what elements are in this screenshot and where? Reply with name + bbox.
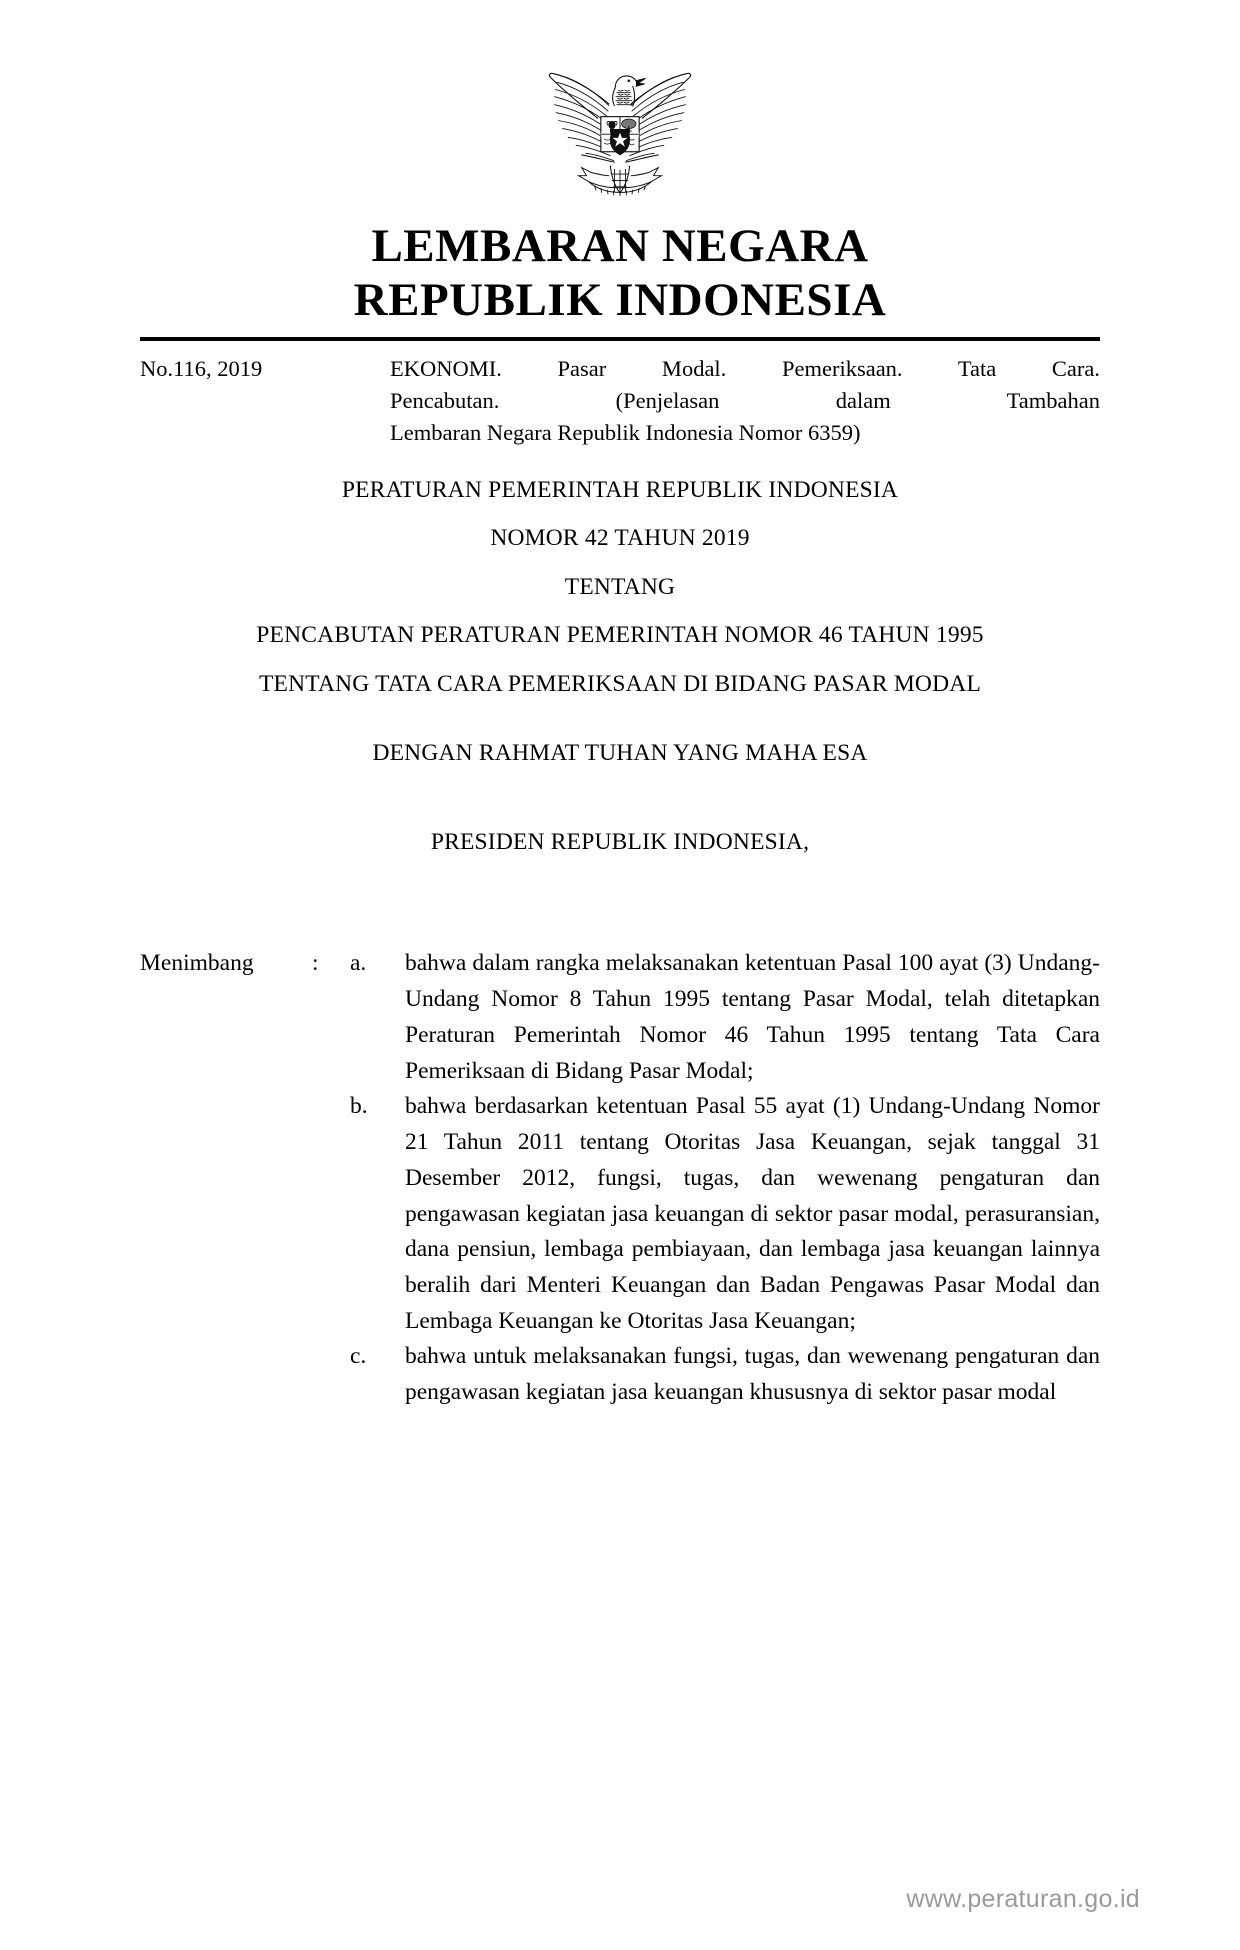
emblem-container bbox=[140, 0, 1100, 206]
about-label: TENTANG bbox=[564, 573, 676, 600]
regulation-authority: PERATURAN PEMERINTAH REPUBLIK INDONESIA bbox=[341, 476, 899, 503]
considering-section bbox=[140, 946, 1100, 1410]
considering-marker-a: a. bbox=[350, 950, 367, 977]
regulation-title-line-2: TENTANG TATA CARA PEMERIKSAAN DI BIDANG PASAR MODAL bbox=[258, 670, 982, 697]
masthead-divider bbox=[140, 337, 1100, 341]
subject-line: Pencabutan. (Penjelasan dalam Tambahan bbox=[390, 388, 1100, 414]
subject-line: EKONOMI. Pasar Modal. Pemeriksaan. Tata Cara. bbox=[390, 356, 1100, 382]
considering-item bbox=[140, 1339, 1100, 1410]
considering-item bbox=[140, 946, 1100, 1089]
considering-text-a: bahwa dalam rangka melaksanakan ketentuan Pasal 100 ayat (3) Undang-Undang Nomor 8 Tahun 1995 tentang Pasar Modal, telah ditetapkan Peraturan Pemerintah Nomor 46 Tahun 1995 tentang Tata Cara Pemeriksaan di Bidang Pasar Modal; bbox=[405, 950, 1100, 1084]
title-block bbox=[140, 476, 1100, 697]
subject-line: Lembaran Negara Republik Indonesia Nomor 6359) bbox=[390, 420, 861, 446]
considering-text-b: bahwa berdasarkan ketentuan Pasal 55 ayat (1) Undang-Undang Nomor 21 Tahun 2011 tentang Otoritas Jasa Keuangan, sejak tanggal 31 Desember 2012, fungsi, tugas, dan wewenang pengaturan dan pengawasan kegiatan jasa keuangan di sektor pasar modal, perasuransian, dana pensiun, lembaga pembiayaan, dan lembaga jasa keuangan lainnya beralih dari Menteri Keuangan dan Badan Pengawas Pasar Modal dan Lembaga Keuangan ke Otoritas Jasa Keuangan; bbox=[405, 1093, 1100, 1334]
document-header bbox=[140, 353, 1100, 449]
considering-colon: : bbox=[312, 950, 319, 977]
document-number: No.116, 2019 bbox=[140, 356, 263, 382]
considering-marker-b: b. bbox=[350, 1093, 368, 1120]
footer-watermark: www.peraturan.go.id bbox=[906, 1885, 1140, 1913]
considering-marker-c: c. bbox=[350, 1343, 367, 1370]
masthead-line-1: LEMBARAN NEGARA bbox=[371, 220, 869, 272]
regulation-title-line-1: PENCABUTAN PERATURAN PEMERINTAH NOMOR 46 TAHUN 1995 bbox=[256, 622, 984, 649]
document-subject bbox=[390, 353, 1100, 449]
regulation-number: NOMOR 42 TAHUN 2019 bbox=[490, 525, 750, 552]
masthead bbox=[140, 220, 1100, 327]
president-line: PRESIDEN REPUBLIK INDONESIA, bbox=[430, 829, 810, 856]
considering-item bbox=[140, 1089, 1100, 1339]
considering-label: Menimbang bbox=[140, 950, 254, 977]
blessing-line: DENGAN RAHMAT TUHAN YANG MAHA ESA bbox=[372, 740, 868, 767]
garuda-pancasila-emblem bbox=[532, 56, 708, 206]
considering-text-c: bahwa untuk melaksanakan fungsi, tugas, dan wewenang pengaturan dan pengawasan kegiatan jasa keuangan khususnya di sektor pasar modal bbox=[405, 1343, 1100, 1406]
masthead-line-2: REPUBLIK INDONESIA bbox=[353, 273, 887, 326]
